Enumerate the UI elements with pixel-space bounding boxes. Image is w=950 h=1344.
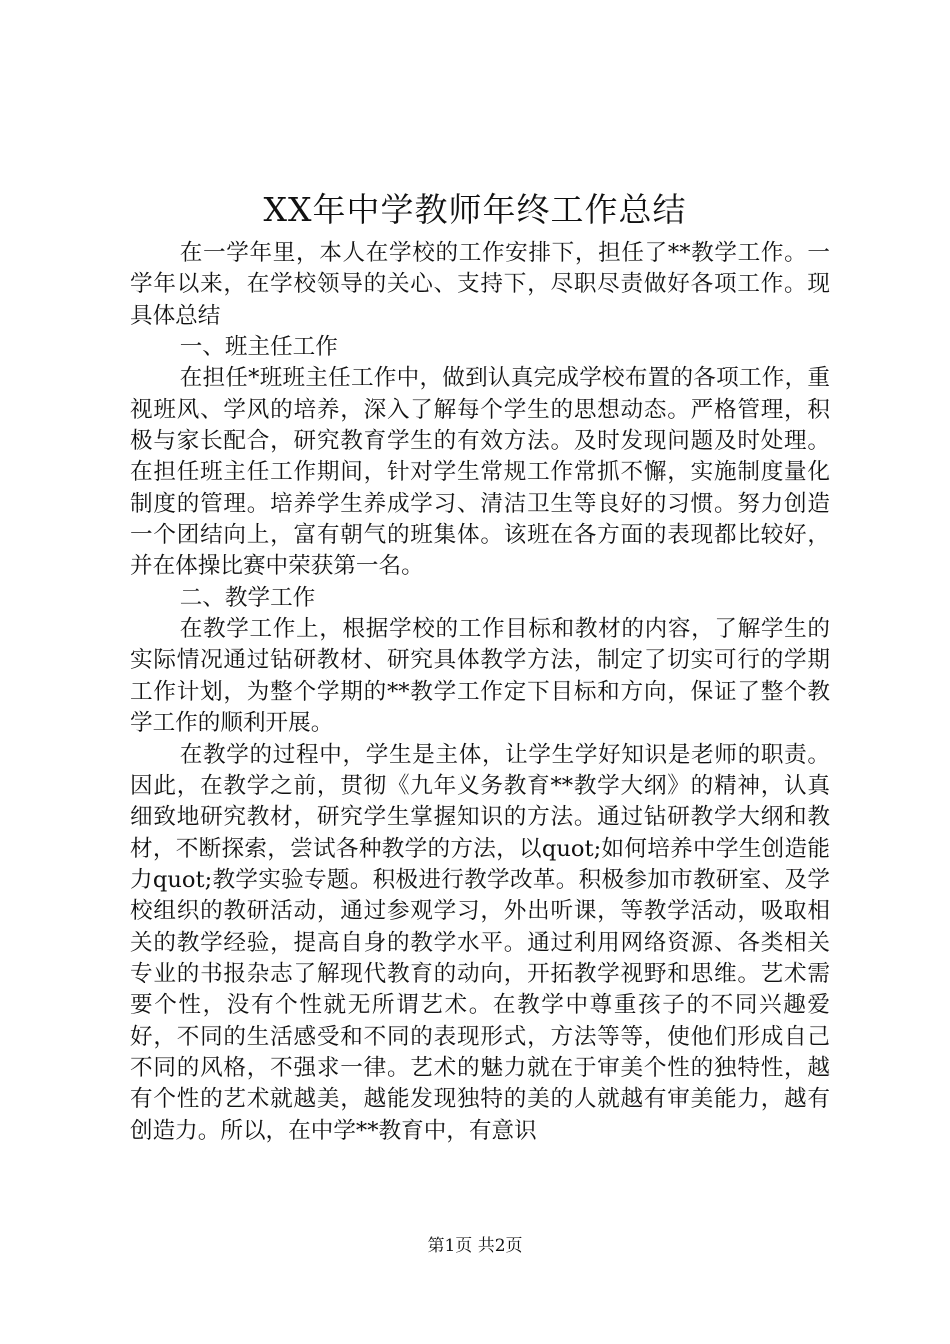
document-title: XX年中学教师年终工作总结 [263,190,687,229]
paragraph-teaching-process: 在教学的过程中，学生是主体，让学生学好知识是老师的职责。因此，在教学之前，贯彻《九年义务教育**教学大纲》的精神，认真细致地研究教材，研究学生掌握知识的方法。通过钻研教学大纲和教材，不断探索，尝试各种教学的方法，以quot;如何培养中学生创造能力quot;教学实验专题。积极进行教学改革。积极参加市教研室、及学校组织的教研活动，通过参观学习，外出听课，等教学活动，吸取相关的教学经验，提高自身的教学水平。通过利用网络资源、各类相关专业的书报杂志了解现代教育的动向，开拓教学视野和思维。艺术需要个性，没有个性就无所谓艺术。在教学中尊重孩子的不同兴趣爱好，不同的生活感受和不同的表现形式，方法等等，使他们形成自己不同的风格，不强求一律。艺术的魅力就在于审美个性的独特性，越有个性的艺术就越美，越能发现独特的美的人就越有审美能力，越有创造力。所以，在中学**教育中，有意识 [130,741,830,1144]
section-heading-teaching: 二、教学工作 [179,584,316,611]
page-number: 第1页 共2页 [427,1236,523,1256]
document-body [130,238,830,1147]
paragraph-intro: 在一学年里，本人在学校的工作安排下，担任了**教学工作。一学年以来，在学校领导的关心、支持下，尽职尽责做好各项工作。现具体总结 [130,240,830,329]
paragraph-teaching-plan: 在教学工作上，根据学校的工作目标和教材的内容，了解学生的实际情况通过钻研教材、研究具体教学方法，制定了切实可行的学期工作计划，为整个学期的**教学工作定下目标和方向，保证了整个教学工作的顺利开展。 [130,616,830,737]
paragraph-class-teacher: 在担任*班班主任工作中，做到认真完成学校布置的各项工作，重视班风、学风的培养，深入了解每个学生的思想动态。严格管理，积极与家长配合，研究教育学生的有效方法。及时发现问题及时处理。在担任班主任工作期间，针对学生常规工作常抓不懈，实施制度量化制度的管理。培养学生养成学习、清洁卫生等良好的习惯。努力创造一个团结向上，富有朝气的班集体。该班在各方面的表现都比较好，并在体操比赛中荣获第一名。 [130,365,830,580]
section-heading-class-teacher: 一、班主任工作 [179,334,338,361]
